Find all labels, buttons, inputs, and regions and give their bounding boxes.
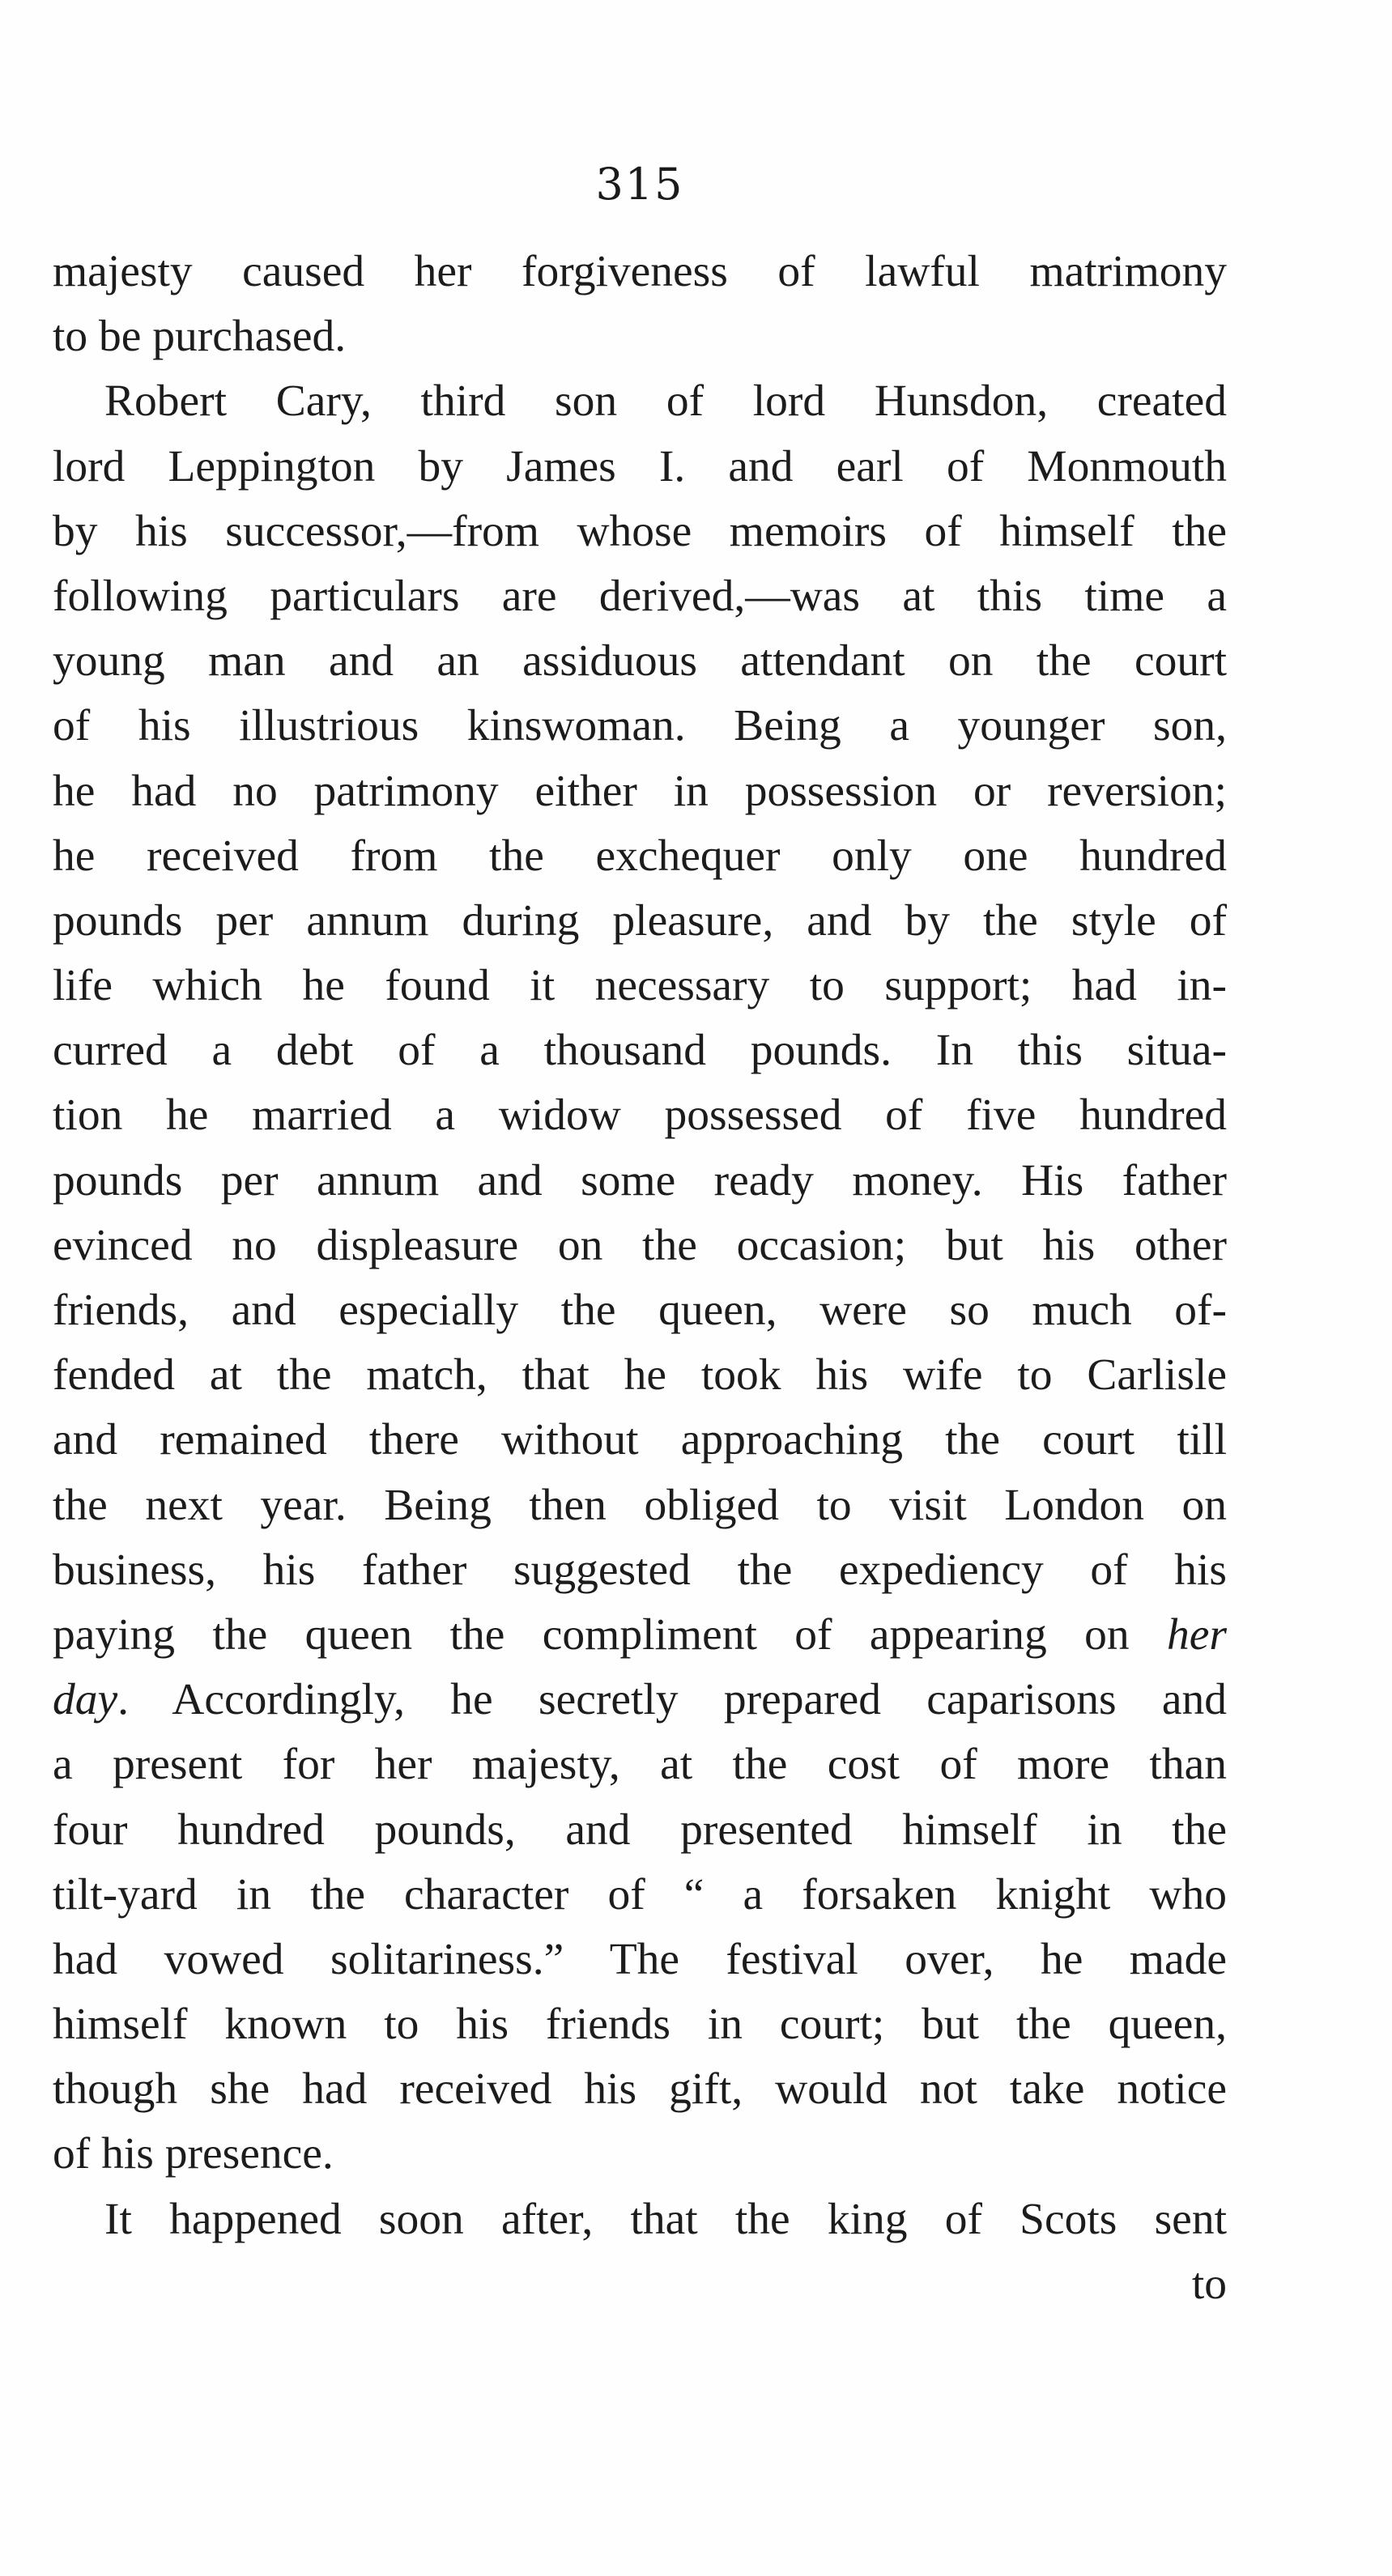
- text-line: pounds per annum during pleasure, and by the style of: [53, 895, 1227, 946]
- text-line: himself known to his friends in court; but the queen,: [53, 2000, 1227, 2050]
- text-line: he received from the exchequer only one hundred: [53, 831, 1227, 881]
- italic-word: day: [53, 1675, 118, 1725]
- text-line: [53, 1668, 1227, 1732]
- text-line: business, his father suggested the expediency of his: [53, 1545, 1227, 1595]
- text-segment: paying the queen the compliment of appearing on: [53, 1609, 1168, 1660]
- text-line: following particulars are derived,—was at this time a: [53, 571, 1227, 621]
- text-line: by his successor,—from whose memoirs of himself the: [53, 506, 1227, 556]
- text-line: of his illustrious kinswoman. Being a younger son,: [53, 701, 1227, 751]
- text-line: fended at the match, that he took his wife to Carlisle: [53, 1350, 1227, 1401]
- text-line: lord Leppington by James I. and earl of Monmouth: [53, 441, 1227, 491]
- text-line: tion he married a widow possessed of five hundred: [53, 1090, 1227, 1141]
- text-line: to be purchased.: [53, 312, 347, 362]
- text-line: tilt-yard in the character of “ a forsaken knight who: [53, 1869, 1227, 1919]
- text-line: life which he found it necessary to support; had in-: [53, 961, 1227, 1011]
- text-line: young man and an assiduous attendant on the court: [53, 636, 1227, 687]
- text-line: majesty caused her forgiveness of lawful matrimony: [53, 247, 1227, 296]
- text-line: evinced no displeasure on the occasion; but his other: [53, 1220, 1227, 1270]
- text-line: [53, 1603, 1227, 1668]
- text-line: and remained there without approaching the court till: [53, 1415, 1227, 1465]
- text-line: though she had received his gift, would not take notice: [53, 2064, 1227, 2115]
- text-line: pounds per annum and some ready money. His father: [53, 1155, 1227, 1205]
- text-line: It happened soon after, that the king of Scots sent: [104, 2194, 1227, 2244]
- text-line: curred a debt of a thousand pounds. In this situa-: [53, 1026, 1227, 1076]
- text-line: four hundred pounds, and presented himself in the: [53, 1804, 1227, 1855]
- text-line: of his presence.: [53, 2129, 334, 2179]
- text-line: the next year. Being then obliged to visit London on: [53, 1480, 1227, 1530]
- text-line: he had no patrimony either in possession or reversion;: [53, 766, 1227, 816]
- text-line: a present for her majesty, at the cost of more than: [53, 1740, 1227, 1790]
- italic-word: her: [1167, 1609, 1227, 1660]
- body-text: [53, 240, 1227, 2317]
- text-line: had vowed solitariness.” The festival over, he made: [53, 1934, 1227, 1984]
- catchword: to: [1191, 2259, 1227, 2309]
- page-number: 315: [595, 159, 684, 210]
- text-segment: . Accordingly, he secretly prepared caparisons and: [117, 1675, 1227, 1725]
- text-line: friends, and especially the queen, were so much of-: [53, 1286, 1227, 1335]
- text-line: Robert Cary, third son of lord Hunsdon, created: [104, 376, 1227, 427]
